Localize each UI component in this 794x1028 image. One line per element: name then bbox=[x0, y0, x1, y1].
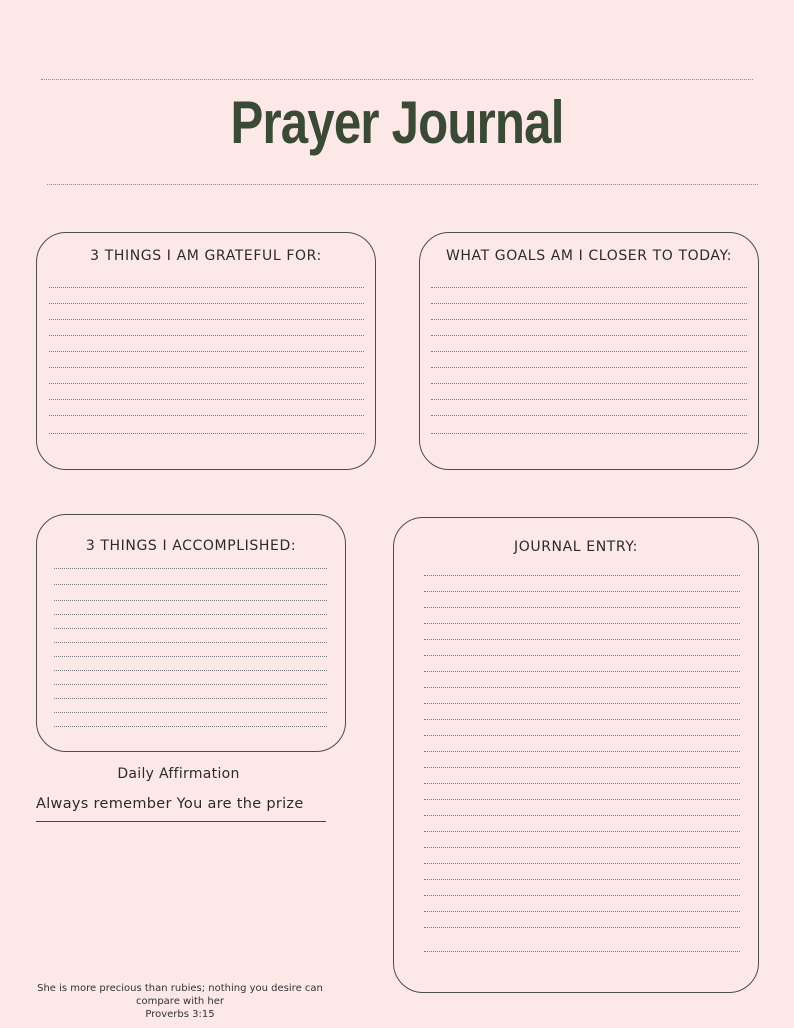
writing-line[interactable] bbox=[54, 684, 327, 685]
accomplished-lines[interactable] bbox=[54, 515, 327, 751]
writing-line[interactable] bbox=[424, 719, 740, 720]
writing-line[interactable] bbox=[54, 568, 327, 569]
grateful-heading: 3 THINGS I AM GRATEFUL FOR: bbox=[90, 248, 322, 264]
writing-line[interactable] bbox=[424, 655, 740, 656]
writing-line[interactable] bbox=[424, 735, 740, 736]
writing-line[interactable] bbox=[431, 287, 747, 288]
writing-line[interactable] bbox=[424, 623, 740, 624]
goals-box bbox=[419, 232, 759, 470]
goals-heading: WHAT GOALS AM I CLOSER TO TODAY: bbox=[445, 248, 733, 264]
grateful-box bbox=[36, 232, 376, 470]
writing-line[interactable] bbox=[54, 614, 327, 615]
writing-line[interactable] bbox=[424, 607, 740, 608]
writing-line[interactable] bbox=[49, 287, 364, 288]
writing-line[interactable] bbox=[431, 383, 747, 384]
writing-line[interactable] bbox=[424, 591, 740, 592]
writing-line[interactable] bbox=[54, 698, 327, 699]
page-title: Prayer Journal bbox=[230, 89, 564, 156]
writing-line[interactable] bbox=[424, 879, 740, 880]
writing-line[interactable] bbox=[54, 628, 327, 629]
writing-line[interactable] bbox=[424, 767, 740, 768]
writing-line[interactable] bbox=[424, 575, 740, 576]
writing-line[interactable] bbox=[49, 351, 364, 352]
writing-line[interactable] bbox=[431, 399, 747, 400]
accomplished-box bbox=[36, 514, 346, 752]
writing-line[interactable] bbox=[424, 815, 740, 816]
writing-line[interactable] bbox=[54, 600, 327, 601]
writing-line[interactable] bbox=[54, 642, 327, 643]
header-bottom-rule bbox=[47, 184, 758, 185]
writing-line[interactable] bbox=[49, 335, 364, 336]
header-top-rule bbox=[41, 79, 753, 80]
journal-lines[interactable] bbox=[424, 518, 740, 992]
writing-line[interactable] bbox=[424, 799, 740, 800]
verse-reference: Proverbs 3:15 bbox=[145, 1009, 215, 1020]
writing-line[interactable] bbox=[424, 951, 740, 952]
writing-line[interactable] bbox=[431, 335, 747, 336]
writing-line[interactable] bbox=[424, 639, 740, 640]
writing-line[interactable] bbox=[49, 433, 364, 434]
affirmation-label: Daily Affirmation bbox=[117, 766, 240, 782]
writing-line[interactable] bbox=[424, 927, 740, 928]
writing-line[interactable] bbox=[431, 433, 747, 434]
writing-line[interactable] bbox=[424, 863, 740, 864]
writing-line[interactable] bbox=[424, 895, 740, 896]
writing-line[interactable] bbox=[54, 726, 327, 727]
goals-lines[interactable] bbox=[431, 233, 747, 469]
writing-line[interactable] bbox=[54, 656, 327, 657]
writing-line[interactable] bbox=[431, 367, 747, 368]
writing-line[interactable] bbox=[424, 687, 740, 688]
writing-line[interactable] bbox=[424, 847, 740, 848]
writing-line[interactable] bbox=[54, 712, 327, 713]
writing-line[interactable] bbox=[49, 415, 364, 416]
verse-line-1: She is more precious than rubies; nothing you desire can bbox=[37, 983, 323, 994]
affirmation-text: Always remember You are the prize bbox=[36, 796, 304, 812]
writing-line[interactable] bbox=[424, 911, 740, 912]
writing-line[interactable] bbox=[424, 671, 740, 672]
writing-line[interactable] bbox=[49, 319, 364, 320]
affirmation-underline bbox=[36, 821, 326, 822]
writing-line[interactable] bbox=[424, 783, 740, 784]
writing-line[interactable] bbox=[424, 703, 740, 704]
writing-line[interactable] bbox=[424, 831, 740, 832]
writing-line[interactable] bbox=[49, 383, 364, 384]
accomplished-heading: 3 THINGS I ACCOMPLISHED: bbox=[85, 538, 297, 554]
journal-box bbox=[393, 517, 759, 993]
writing-line[interactable] bbox=[424, 751, 740, 752]
grateful-lines[interactable] bbox=[49, 233, 364, 469]
writing-line[interactable] bbox=[49, 303, 364, 304]
writing-line[interactable] bbox=[54, 670, 327, 671]
writing-line[interactable] bbox=[431, 303, 747, 304]
writing-line[interactable] bbox=[431, 351, 747, 352]
journal-heading: JOURNAL ENTRY: bbox=[514, 539, 638, 555]
writing-line[interactable] bbox=[49, 399, 364, 400]
writing-line[interactable] bbox=[431, 319, 747, 320]
verse-line-2: compare with her bbox=[135, 996, 225, 1007]
writing-line[interactable] bbox=[54, 584, 327, 585]
writing-line[interactable] bbox=[49, 367, 364, 368]
writing-line[interactable] bbox=[431, 415, 747, 416]
